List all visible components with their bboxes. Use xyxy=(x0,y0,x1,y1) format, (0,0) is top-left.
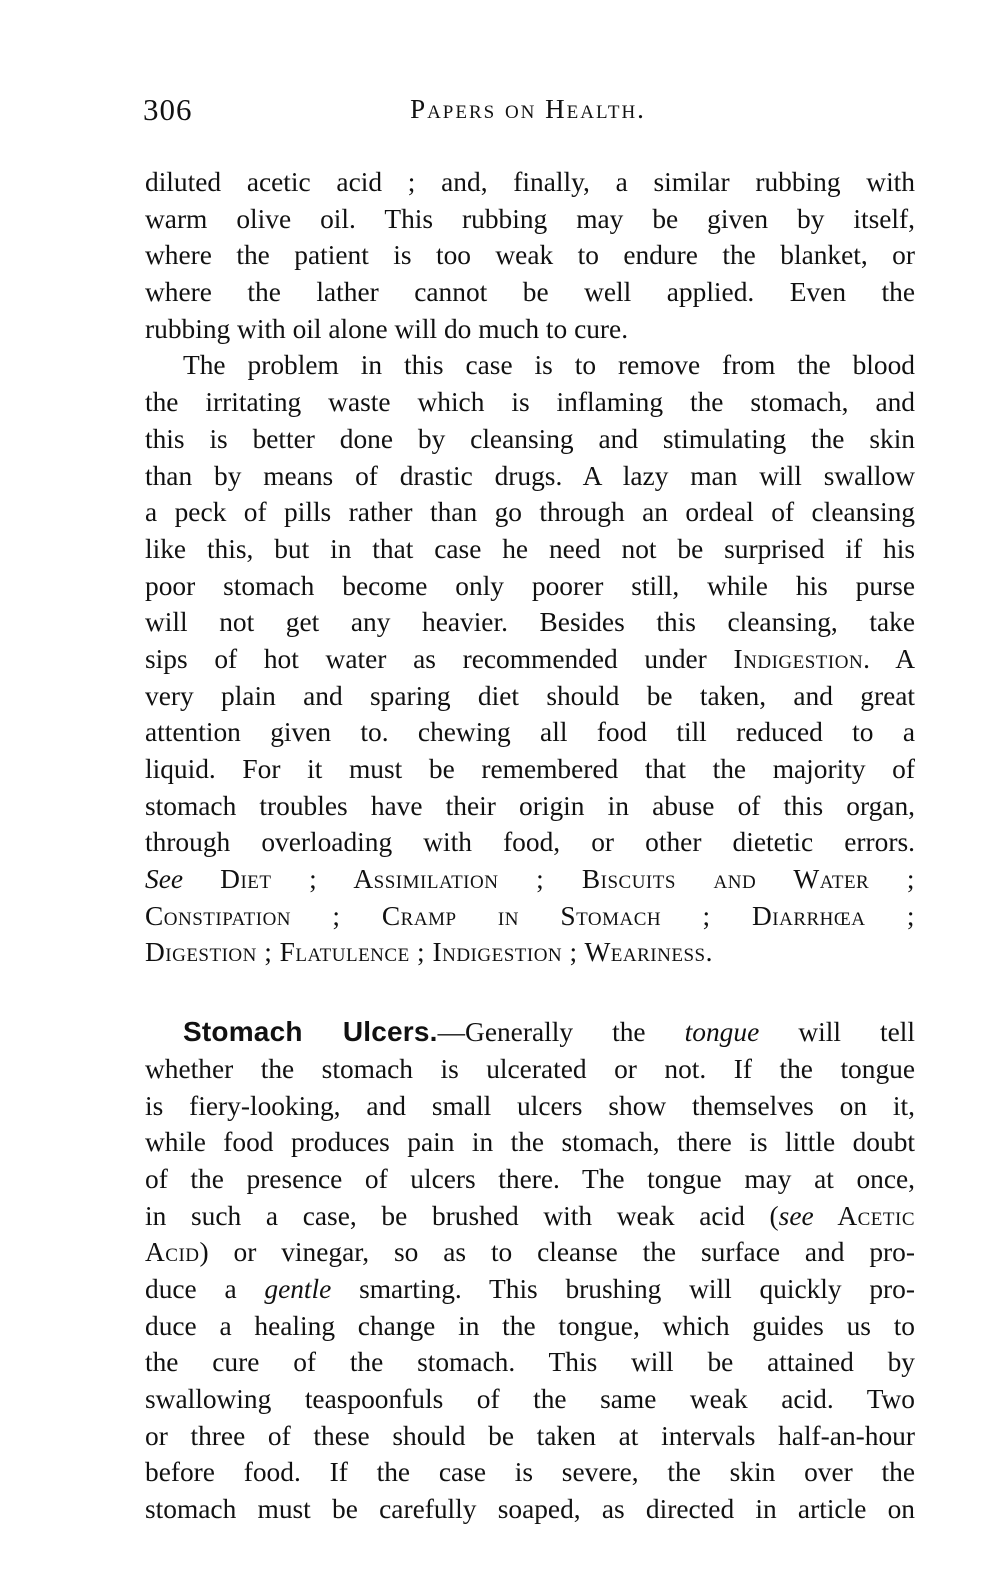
text-line: like this, but in that case he need not be surprised if his xyxy=(145,533,915,564)
text-line: warm olive oil. This rubbing may be given by itself, xyxy=(145,203,915,234)
text-line: while food produces pain in the stomach, there is little doubt xyxy=(145,1127,915,1158)
text-fragment: will tell xyxy=(759,1017,915,1048)
text-line: this is better done by cleansing and stimulating the skin xyxy=(145,423,915,454)
text-fragment: sips of hot water as recommended under xyxy=(145,643,734,674)
text-line xyxy=(145,1271,915,1308)
paragraph-problem xyxy=(145,347,915,971)
text-line: than by means of drastic drugs. A lazy man will swallow xyxy=(145,460,915,491)
text-line: will not get any heavier. Besides this cleansing, take xyxy=(145,607,915,638)
section-heading: Stomach Ulcers. xyxy=(183,1016,438,1048)
text-line: of the presence of ulcers there. The tongue may at once, xyxy=(145,1163,915,1194)
text-line xyxy=(145,1014,915,1051)
text-line: is fiery-looking, and small ulcers show themselves on it, xyxy=(145,1090,915,1121)
text-line: whether the stomach is ulcerated or not. If the tongue xyxy=(145,1053,915,1084)
running-header xyxy=(143,92,913,132)
text-fragment: . A xyxy=(863,643,915,674)
page-number: 306 xyxy=(143,92,193,127)
text-line: poor stomach become only poorer still, while his purse xyxy=(145,570,915,601)
text-line: or three of these should be taken at intervals half-an-hour xyxy=(145,1420,915,1451)
cross-reference: Indigestion xyxy=(733,643,864,674)
text-line: rubbing with oil alone will do much to cure. xyxy=(145,313,629,344)
cross-reference: Acetic xyxy=(813,1200,915,1231)
emphasis: see xyxy=(778,1200,814,1231)
text-line: very plain and sparing diet should be taken, and great xyxy=(145,680,915,711)
text-line xyxy=(145,1198,915,1235)
text-line: attention given to. chewing all food till reduced to a xyxy=(145,717,915,748)
emphasis: gentle xyxy=(264,1273,332,1304)
text-line: diluted acetic acid ; and, finally, a similar rubbing with xyxy=(145,167,915,197)
text-line: the irritating waste which is inflaming the stomach, and xyxy=(145,387,915,418)
text-line: The problem in this case is to remove from the blood xyxy=(183,350,915,381)
text-fragment: —Generally the xyxy=(437,1017,685,1048)
see-label: See xyxy=(145,864,184,895)
running-title: Papers on Health. xyxy=(410,94,646,124)
emphasis: tongue xyxy=(684,1017,760,1048)
text-line: where the lather cannot be well applied. Even the xyxy=(145,277,915,308)
text-fragment: ) or vinegar, so as to cleanse the surface and pro- xyxy=(199,1237,915,1268)
text-line: liquid. For it must be remembered that the majority of xyxy=(145,754,915,784)
text-line: before food. If the case is severe, the skin over the xyxy=(145,1457,915,1488)
text-line: swallowing teaspoonfuls of the same weak acid. Two xyxy=(145,1384,915,1414)
cross-reference-line xyxy=(145,861,915,898)
cross-reference: Diet ; Assimilation ; Biscuits and Water ; xyxy=(220,864,915,895)
cross-reference-line: Constipation ; Cramp in Stomach ; Diarrhœa ; xyxy=(145,900,915,931)
text-line: stomach troubles have their origin in abuse of this organ, xyxy=(145,790,915,821)
text-fragment: in such a case, be brushed with weak acid ( xyxy=(145,1200,779,1231)
text-line: where the patient is too weak to endure the blanket, or xyxy=(145,240,915,271)
text-line xyxy=(145,1234,915,1271)
section-stomach-ulcers xyxy=(145,1014,915,1528)
text-line: through overloading with food, or other dietetic errors. xyxy=(145,827,915,858)
paragraph-continued xyxy=(145,164,915,347)
text-line: the cure of the stomach. This will be attained by xyxy=(145,1347,915,1378)
text-line xyxy=(145,641,915,678)
body-text xyxy=(145,164,915,1528)
section-gap xyxy=(145,971,915,1014)
text-line: a peck of pills rather than go through an ordeal of cleansing xyxy=(145,497,915,528)
text-line: duce a healing change in the tongue, which guides us to xyxy=(145,1310,915,1341)
text-fragment: duce a xyxy=(145,1273,265,1304)
cross-reference: Acid xyxy=(145,1237,200,1268)
cross-reference-line: Digestion ; Flatulence ; Indigestion ; Weariness. xyxy=(145,937,713,968)
text-fragment: smarting. This brushing will quickly pro- xyxy=(331,1273,915,1304)
text-line: stomach must be carefully soaped, as directed in article on xyxy=(145,1494,915,1525)
